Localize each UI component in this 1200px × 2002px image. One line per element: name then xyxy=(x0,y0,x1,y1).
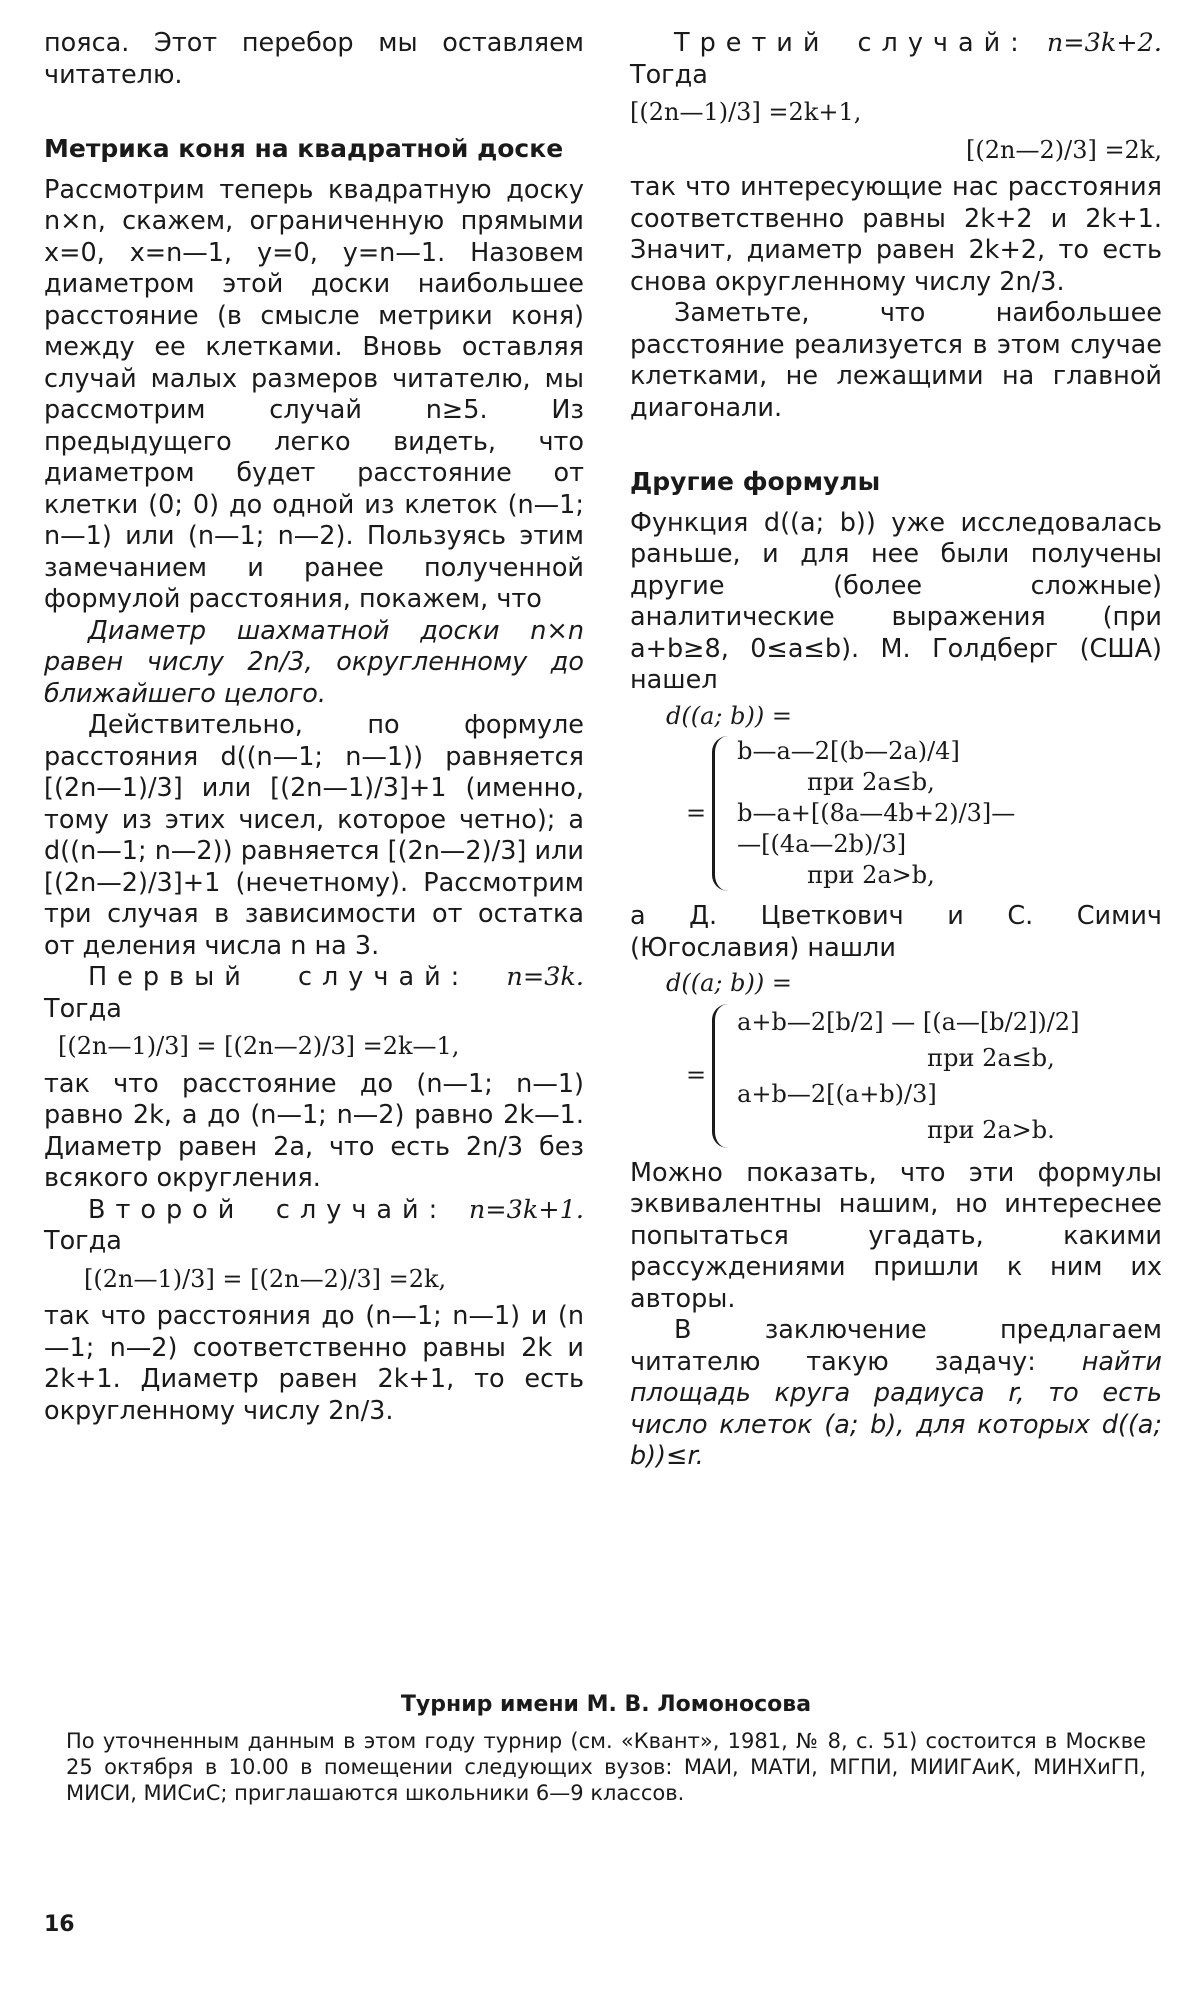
goldberg-formula xyxy=(686,736,1162,891)
paragraph-note: Заметьте, что наибольшее расстояние реализуется в этом случае клетками, не лежащими на главной диагонали. xyxy=(630,298,1162,423)
paragraph-cvetkovic-simic: а Д. Цветкович и С. Симич (Югославия) нашли xyxy=(630,901,1162,963)
page-number: 16 xyxy=(44,1912,75,1937)
case-3-label: Третий случай: xyxy=(674,28,1029,58)
formula-case-1: [(2n—1)/3] = [(2n—2)/3] =2k—1, xyxy=(58,1032,460,1060)
goldberg-case-1: b—a—2[(b—2a)/4] xyxy=(737,737,960,765)
goldberg-cond-1: при 2a≤b, xyxy=(807,768,935,796)
paragraph-equivalence: Можно показать, что эти формулы эквивалентны нашим, но интереснее попытаться угадать, какими рассуждениями пришли к ним их авторы. xyxy=(630,1157,1162,1314)
case-1-heading xyxy=(44,962,584,994)
cvetkovic-cond-1: при 2a≤b, xyxy=(927,1043,1055,1072)
cvetkovic-formula-head: d((a; b)) = xyxy=(666,969,792,997)
goldberg-case-2-cont: —[(4a—2b)/3] xyxy=(737,830,907,858)
cvetkovic-case-2: a+b—2[(a+b)/3] xyxy=(737,1079,937,1108)
formula-case-2: [(2n—1)/3] = [(2n—2)/3] =2k, xyxy=(84,1264,447,1293)
theorem-statement: Диаметр шахматной доски n×n равен числу 2n/3, округленному до ближайшего целого. xyxy=(44,615,584,709)
case-2-then: Тогда xyxy=(44,1226,122,1256)
cvetkovic-cond-2: при 2a>b. xyxy=(927,1115,1055,1144)
case-1-then: Тогда xyxy=(44,993,122,1024)
section-heading-knight-metric: Метрика коня на квадратной доске xyxy=(44,134,564,163)
goldberg-cases xyxy=(737,736,1015,891)
problem-intro: В заключение предлагаем читателю такую задачу: xyxy=(630,1315,1162,1377)
paragraph-case-2: так что расстояния до (n—1; n—1) и (n—1; n—2) соответственно равны 2k и 2k+1. Диаметр равен 2k+1, то есть округленному числу 2n/3. xyxy=(44,1301,584,1426)
announcement-text: По уточненным данным в этом году турнир (см. «Квант», 1981, № 8, с. 51) состоится в Москве 25 октября в 10.00 в помещении следующих вузов: МАИ, МАТИ, МГПИ, МИИГАиК, МИНХиГП, МИСИ, МИСиС; приглашаются школьники 6—9 классов. xyxy=(66,1729,1146,1805)
left-brace xyxy=(712,736,731,891)
section-heading-other-formulas: Другие формулы xyxy=(630,467,881,496)
announcement-title: Турнир имени М. В. Ломоносова xyxy=(400,1692,812,1717)
formula-case-3a: [(2n—1)/3] =2k+1, xyxy=(630,98,862,126)
goldberg-case-2: b—a+[(8a—4b+2)/3]— xyxy=(737,799,1016,827)
case-2-label: Второй случай: xyxy=(88,1194,448,1225)
case-3-then: Тогда xyxy=(630,59,708,90)
case-2-heading xyxy=(44,1195,584,1227)
case-1-label: Первый случай: xyxy=(88,962,470,992)
paragraph-other-formulas: Функция d((a; b)) уже исследовалась раньше, и для нее были получены другие (более сложные) аналитические выражения (при a+b≥8, 0≤a≤b). М. Голдберг (США) нашел xyxy=(630,507,1162,695)
paragraph-case-3: так что интересующие нас расстояния соответственно равны 2k+2 и 2k+1. Значит, диаметр равен 2k+2, то есть снова округленному числу 2n/3. xyxy=(630,172,1162,297)
announcement-box xyxy=(66,1692,1146,1806)
case-3-heading xyxy=(630,28,1162,60)
problem-statement: найти площадь круга радиуса r, то есть число клеток (a; b), для которых d((a; b))≤r. xyxy=(630,1346,1162,1471)
cvetkovic-equals: = xyxy=(686,1060,707,1089)
left-column xyxy=(44,28,584,1427)
right-column xyxy=(630,28,1162,1473)
case-3-condition: n=3k+2. xyxy=(1046,28,1163,58)
left-brace xyxy=(712,1004,731,1148)
case-1-condition: n=3k. xyxy=(506,962,584,992)
formula-case-3b: [(2n—2)/3] =2k, xyxy=(966,135,1162,164)
goldberg-formula-head: d((a; b)) = xyxy=(666,701,792,730)
case-2-condition: n=3k+1. xyxy=(468,1194,584,1225)
paragraph-proof: Действительно, по формуле расстояния d((n—1; n—1)) равняется [(2n—1)/3] или [(2n—1)/3]+1 (именно, тому из этих чисел, которое четно); а d((n—1; n—2)) равняется [(2n—2)/3] или [(2n—2)/3]+1 (нечетному). Рассмотрим три случая в зависимости от остатка от деления числа n на 3. xyxy=(44,710,584,961)
cvetkovic-formula xyxy=(686,1004,1162,1148)
goldberg-equals: = xyxy=(686,798,707,827)
paragraph-case-1: так что расстояние до (n—1; n—1) равно 2k, а до (n—1; n—2) равно 2k—1. Диаметр равен 2a, что есть 2n/3 без всякого округления. xyxy=(44,1068,584,1193)
paragraph-diameter-intro: Рассмотрим теперь квадратную доску n×n, скажем, ограниченную прямыми x=0, x=n—1, y=0, y=n—1. Назовем диаметром этой доски наибольшее расстояние (в смысле метрики коня) между ее клетками. Вновь оставляя случай малых размеров читателю, мы рассмотрим случай n≥5. Из предыдущего легко видеть, что диаметром будет расстояние от клетки (0; 0) до одной из клеток (n—1; n—1) или (n—1; n—2). Пользуясь этим замечанием и ранее полученной формулой расстояния, покажем, что xyxy=(44,174,584,614)
cvetkovic-case-1: a+b—2[b/2] — [(a—[b/2])/2] xyxy=(737,1007,1080,1036)
paragraph-continuation: пояса. Этот перебор мы оставляем читателю. xyxy=(44,28,584,90)
goldberg-cond-2: при 2a>b, xyxy=(807,861,935,889)
cvetkovic-cases xyxy=(737,1004,1079,1148)
paragraph-problem xyxy=(630,1315,1162,1473)
